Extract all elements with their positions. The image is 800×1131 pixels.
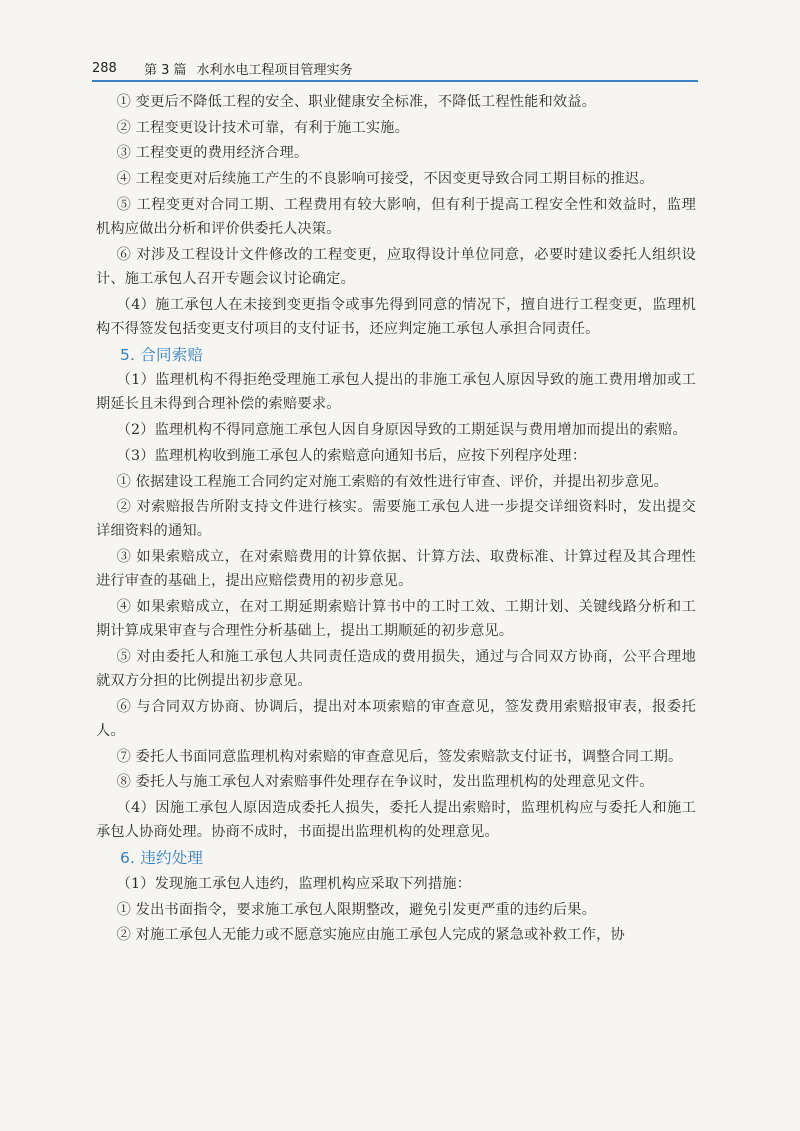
paragraph: ⑥ 对涉及工程设计文件修改的工程变更，应取得设计单位同意，必要时建议委托人组织设计、施工承包人召开专题会议讨论确定。 bbox=[96, 246, 696, 287]
paragraph: （3）监理机构收到施工承包人的索赔意向通知书后，应按下列程序处理： bbox=[116, 447, 587, 464]
paragraph: ⑧ 委托人与施工承包人对索赔事件处理存在争议时，发出监理机构的处理意见文件。 bbox=[116, 774, 654, 791]
paragraph: （4）因施工承包人原因造成委托人损失，委托人提出索赔时，监理机构应与委托人和施工承包人协商处理。协商不成时，书面提出监理机构的处理意见。 bbox=[96, 800, 696, 841]
paragraph: ① 变更后不降低工程的安全、职业健康安全标准，不降低工程性能和效益。 bbox=[116, 94, 597, 110]
paragraph: ⑥ 与合同双方协商、协调后，提出对本项索赔的审查意见，签发费用索赔报审表，报委托人。 bbox=[96, 698, 696, 740]
paragraph: ⑤ 工程变更对合同工期、工程费用有较大影响，但有利于提高工程安全性和效益时，监理机构应做出分析和评价供委托人决策。 bbox=[96, 196, 696, 238]
paragraph: ① 依据建设工程施工合同约定对施工索赔的有效性进行审查、评价，并提出初步意见。 bbox=[116, 473, 669, 490]
paragraph: ② 对索赔报告所附支持文件进行核实。需要施工承包人进一步提交详细资料时，发出提交详细资料的通知。 bbox=[96, 499, 696, 540]
paragraph: （1）发现施工承包人违约，监理机构应采取下列措施： bbox=[116, 875, 472, 892]
paragraph: ② 对施工承包人无能力或不愿意实施应由施工承包人完成的紧急或补救工作，协 bbox=[116, 927, 625, 944]
book-title: 水利水电工程项目管理实务 bbox=[196, 62, 353, 78]
header-rule bbox=[92, 80, 698, 82]
paragraph: ⑤ 对由委托人和施工承包人共同责任造成的费用损失，通过与合同双方协商，公平合理地就双方分担的比例提出初步意见。 bbox=[96, 648, 696, 690]
part-label: 第 3 篇 bbox=[144, 62, 187, 78]
running-header bbox=[92, 56, 698, 80]
paragraph: ③ 工程变更的费用经济合理。 bbox=[116, 145, 309, 162]
paragraph: ① 发出书面指令，要求施工承包人限期整改，避免引发更严重的违约后果。 bbox=[116, 901, 597, 918]
paragraph: ⑦ 委托人书面同意监理机构对索赔的审查意见后，签发索赔款支付证书，调整合同工期。 bbox=[116, 748, 683, 765]
paragraph: （2）监理机构不得同意施工承包人因自身原因导致的工期延误与费用增加而提出的索赔。 bbox=[116, 422, 687, 439]
section-heading: 6. 违约处理 bbox=[120, 849, 204, 868]
paragraph: ④ 如果索赔成立，在对工期延期索赔计算书中的工时工效、工期计划、关键线路分析和工期计算成果审查与合理性分析基础上，提出工期顺延的初步意见。 bbox=[96, 599, 696, 640]
paragraph: （4）施工承包人在未接到变更指令或事先得到同意的情况下，擅自进行工程变更，监理机构不得签发包括变更支付项目的支付证书，还应判定施工承包人承担合同责任。 bbox=[96, 296, 696, 337]
paragraph: ④ 工程变更对后续施工产生的不良影响可接受，不因变更导致合同工期目标的推迟。 bbox=[116, 171, 654, 188]
page-number: 288 bbox=[92, 60, 117, 76]
section-heading: 5. 合同索赔 bbox=[120, 345, 204, 364]
paragraph: （1）监理机构不得拒绝受理施工承包人提出的非施工承包人原因导致的施工费用增加或工期延长且未得到合理补偿的索赔要求。 bbox=[96, 372, 696, 413]
body-text bbox=[96, 90, 696, 949]
paragraph: ② 工程变更设计技术可靠，有利于施工实施。 bbox=[116, 119, 410, 136]
paragraph: ③ 如果索赔成立，在对索赔费用的计算依据、计算方法、取费标准、计算过程及其合理性进行审查的基础上，提出应赔偿费用的初步意见。 bbox=[96, 549, 696, 590]
